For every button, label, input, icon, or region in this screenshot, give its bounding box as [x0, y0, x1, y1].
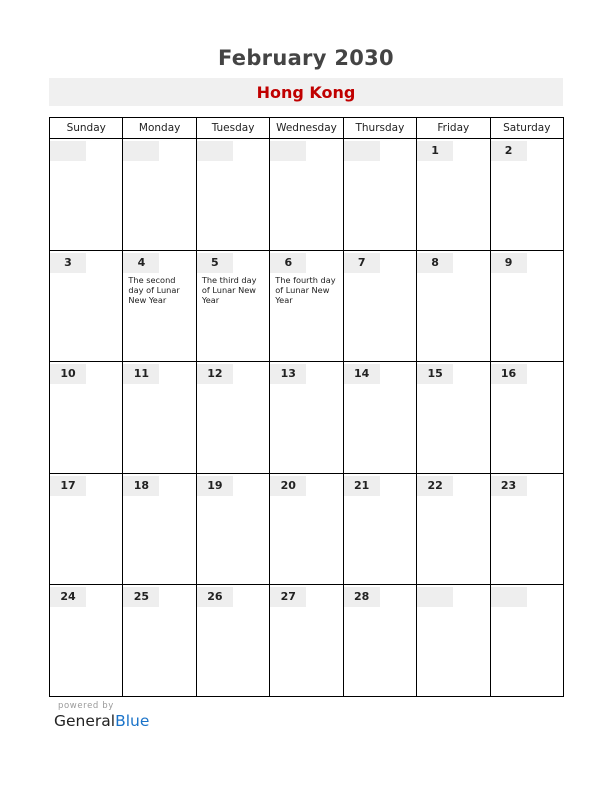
day-number: 12 [197, 364, 233, 384]
day-number: 1 [417, 141, 453, 161]
weekday-header: Wednesday [270, 118, 343, 139]
day-number: 8 [417, 253, 453, 273]
day-number: 9 [491, 253, 527, 273]
day-cell [490, 473, 563, 585]
day-cell [50, 362, 123, 474]
day-number: 23 [491, 476, 527, 496]
day-number: 5 [197, 253, 233, 273]
day-cell [343, 250, 416, 362]
day-cell [123, 362, 196, 474]
day-number: 18 [123, 476, 159, 496]
day-number: 4 [123, 253, 159, 273]
day-cell [343, 473, 416, 585]
day-cell [417, 139, 490, 251]
day-cell [196, 473, 269, 585]
day-number: 13 [270, 364, 306, 384]
week-row [50, 250, 564, 362]
holiday-label: The second day of Lunar New Year [128, 274, 180, 306]
brand-text-blue: Blue [115, 712, 150, 730]
day-number [123, 141, 159, 161]
day-number: 15 [417, 364, 453, 384]
day-number: 3 [50, 253, 86, 273]
day-number [491, 587, 527, 607]
day-number: 17 [50, 476, 86, 496]
calendar-grid [49, 117, 564, 697]
day-cell [123, 250, 196, 362]
weekday-header: Tuesday [196, 118, 269, 139]
day-cell [123, 473, 196, 585]
day-cell [490, 250, 563, 362]
day-cell [270, 250, 343, 362]
day-number: 28 [344, 587, 380, 607]
day-number: 22 [417, 476, 453, 496]
day-number [50, 141, 86, 161]
weekday-header: Monday [123, 118, 196, 139]
empty-day-cell [123, 139, 196, 251]
day-cell [343, 362, 416, 474]
day-cell [490, 362, 563, 474]
day-number: 20 [270, 476, 306, 496]
empty-day-cell [270, 139, 343, 251]
day-number: 26 [197, 587, 233, 607]
day-number: 6 [270, 253, 306, 273]
week-row [50, 362, 564, 474]
day-cell [123, 585, 196, 697]
calendar-body [50, 139, 564, 697]
day-number: 11 [123, 364, 159, 384]
day-number: 14 [344, 364, 380, 384]
day-number [417, 587, 453, 607]
day-cell [417, 473, 490, 585]
week-row [50, 585, 564, 697]
day-cell [196, 250, 269, 362]
day-number: 24 [50, 587, 86, 607]
brand-logo [54, 712, 149, 730]
day-number: 25 [123, 587, 159, 607]
weekday-header: Thursday [343, 118, 416, 139]
day-cell [417, 362, 490, 474]
day-cell [417, 250, 490, 362]
weekday-header-row [50, 118, 564, 139]
day-number [270, 141, 306, 161]
day-cell [490, 139, 563, 251]
empty-day-cell [490, 585, 563, 697]
day-cell [50, 250, 123, 362]
day-cell [270, 585, 343, 697]
day-number: 10 [50, 364, 86, 384]
weekday-header: Friday [417, 118, 490, 139]
day-number: 19 [197, 476, 233, 496]
day-number: 27 [270, 587, 306, 607]
holiday-label: The fourth day of Lunar New Year [275, 274, 336, 306]
day-number: 21 [344, 476, 380, 496]
region-name: Hong Kong [256, 83, 356, 102]
weekday-header: Saturday [490, 118, 563, 139]
day-cell [50, 473, 123, 585]
day-cell [343, 585, 416, 697]
day-number: 2 [491, 141, 527, 161]
day-number [197, 141, 233, 161]
day-cell [270, 362, 343, 474]
empty-day-cell [50, 139, 123, 251]
powered-by-label: powered by [58, 701, 114, 711]
page-title: February 2030 [218, 46, 394, 70]
day-number [344, 141, 380, 161]
day-cell [196, 362, 269, 474]
holiday-label: The third day of Lunar New Year [201, 274, 257, 306]
empty-day-cell [196, 139, 269, 251]
day-cell [50, 585, 123, 697]
empty-day-cell [417, 585, 490, 697]
day-number: 16 [491, 364, 527, 384]
brand-text-general: General [54, 712, 116, 730]
empty-day-cell [343, 139, 416, 251]
week-row [50, 139, 564, 251]
week-row [50, 473, 564, 585]
weekday-header: Sunday [50, 118, 123, 139]
day-cell [196, 585, 269, 697]
day-number: 7 [344, 253, 380, 273]
day-cell [270, 473, 343, 585]
